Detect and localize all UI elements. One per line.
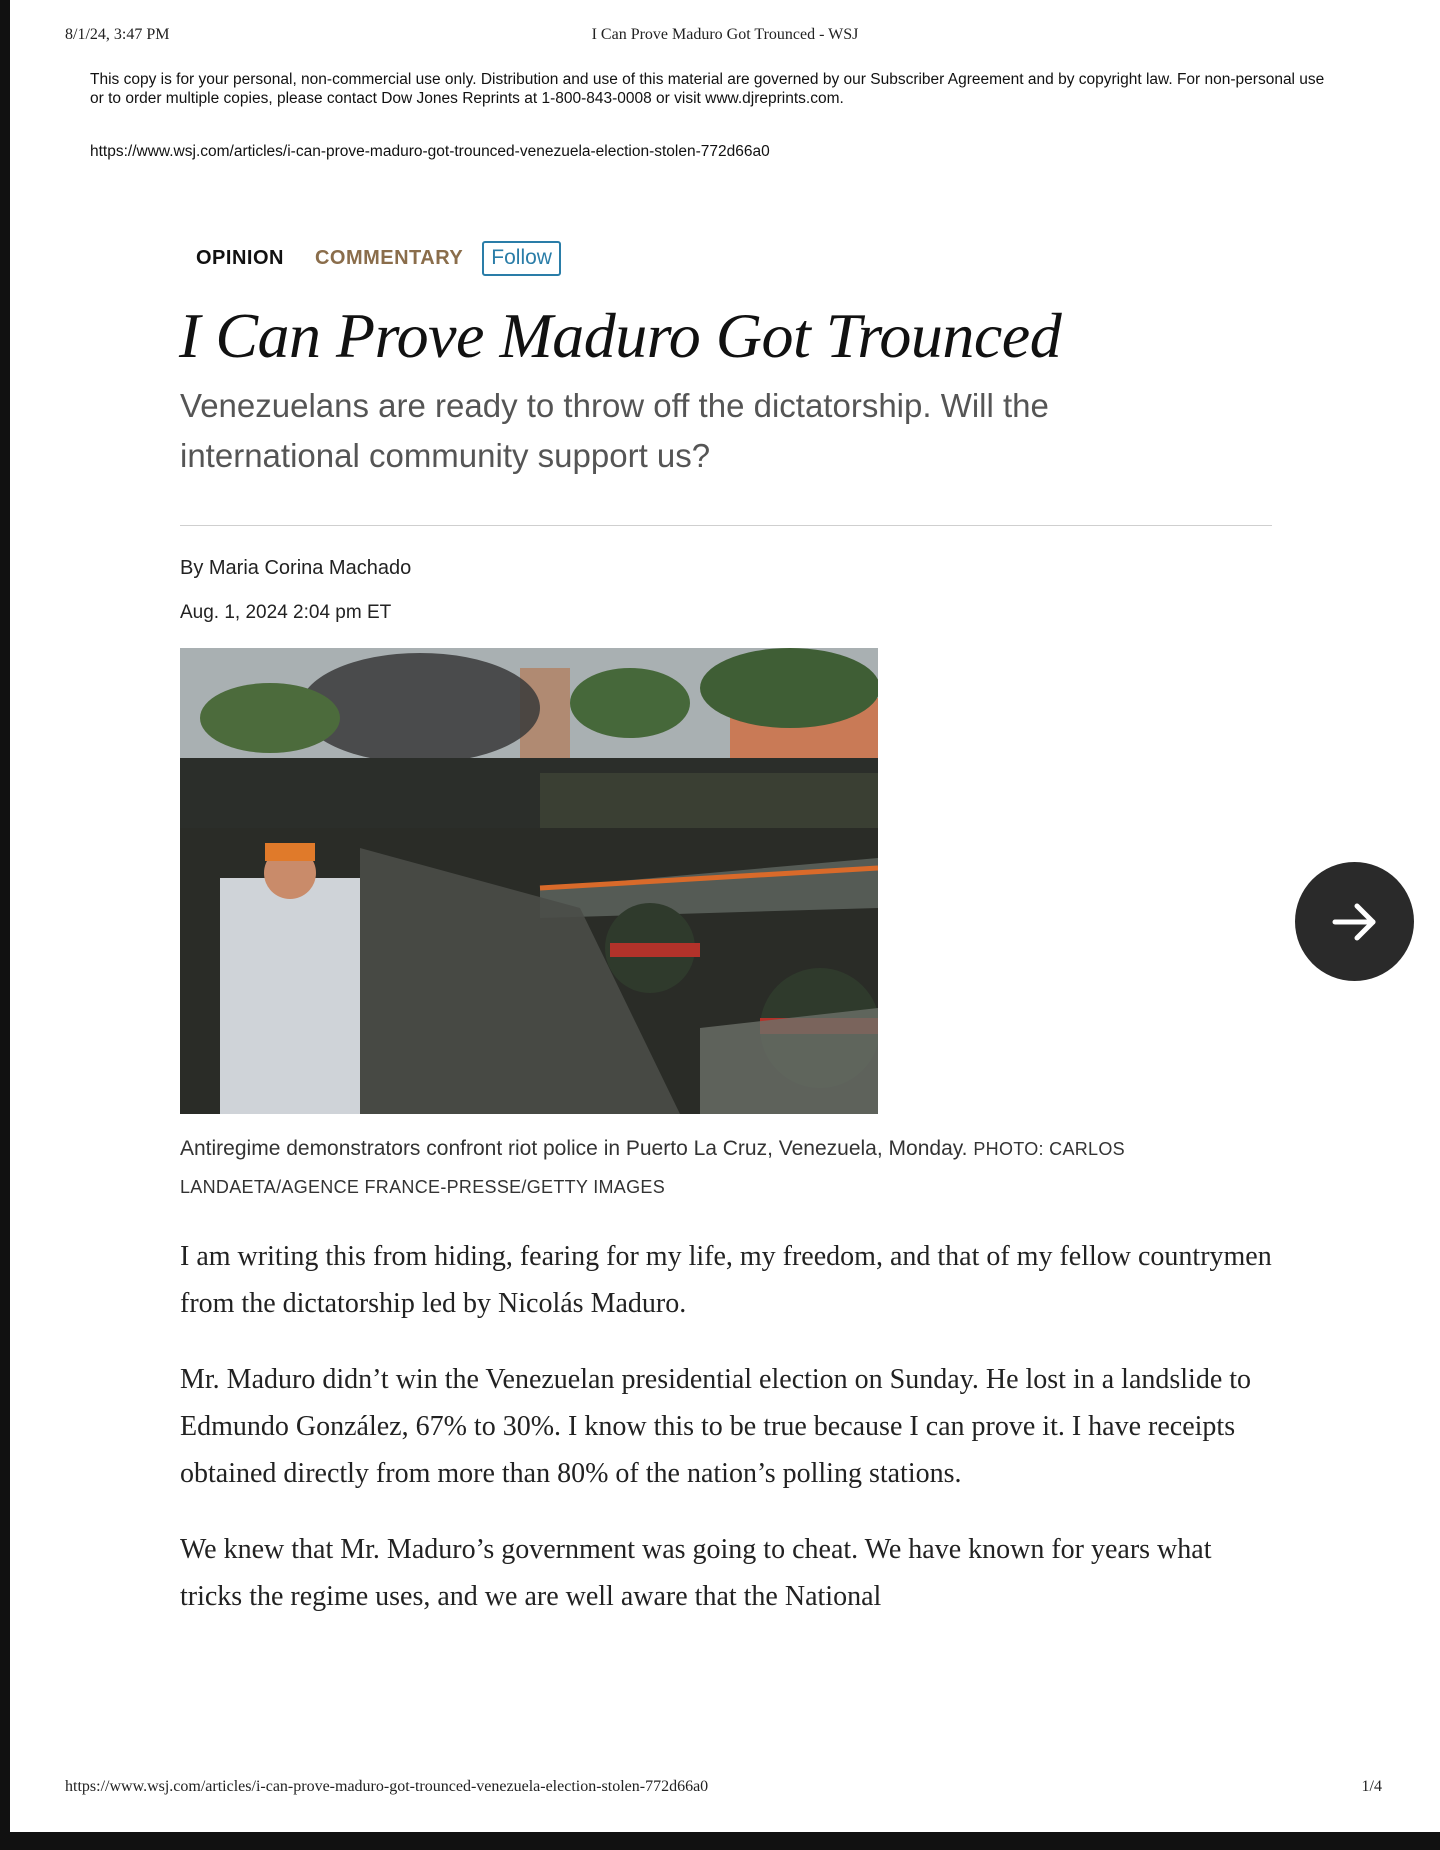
print-footer — [65, 1778, 1385, 1800]
paragraph: I am writing this from hiding, fearing for my life, my freedom, and that of my fellow countrymen from the dictatorship led by Nicolás Maduro. — [180, 1241, 1272, 1319]
paragraph: Mr. Maduro didn’t win the Venezuelan presidential election on Sunday. He lost in a landslide to Edmundo González, 67% to 30%. I know this to be true because I can prove it. I have receipts obtained directly from more than 80% of the nation’s polling stations. — [180, 1364, 1252, 1489]
caption-text: Antiregime demonstrators confront riot police in Puerto La Cruz, Venezuela, Monday. — [180, 1137, 968, 1160]
photo-caption — [180, 1130, 1272, 1206]
headline: I Can Prove Maduro Got Trounced — [179, 300, 1062, 371]
byline[interactable]: By Maria Corina Machado — [180, 557, 412, 579]
divider — [180, 525, 1272, 526]
photo-credit: PHOTO: CARLOS LANDAETA/AGENCE FRANCE-PRESSE/GETTY IMAGES — [180, 1139, 1125, 1197]
dek: Venezuelans are ready to throw off the dictatorship. Will the international community support us? — [180, 387, 1049, 474]
article-photo — [180, 648, 878, 1114]
paragraph: We knew that Mr. Maduro’s government was going to cheat. We have known for years what tricks the regime uses, and we are well aware that the National — [180, 1534, 1212, 1612]
article-body — [180, 1233, 1272, 1620]
print-page — [10, 0, 1440, 1832]
article-url[interactable]: https://www.wsj.com/articles/i-can-prove-maduro-got-trounced-venezuela-election-stolen-772d66a0 — [90, 143, 770, 160]
arrow-right-icon — [1327, 894, 1383, 950]
article — [180, 238, 1272, 1649]
follow-button[interactable]: Follow — [482, 241, 561, 276]
print-doc-title: I Can Prove Maduro Got Trounced - WSJ — [591, 26, 859, 43]
timestamp: Aug. 1, 2024 2:04 pm ET — [180, 602, 392, 623]
next-page-button[interactable] — [1295, 862, 1414, 981]
photo-illustration — [180, 648, 878, 1114]
page-number: 1/4 — [1361, 1778, 1382, 1795]
copyright-notice: This copy is for your personal, non-commercial use only. Distribution and use of this material are governed by our Subscriber Agreement and by copyright law. For non-personal use or to order multiple copies, please contact Dow Jones Reprints at 1-800-843-0008 or visit www.djreprints.com. — [90, 71, 1325, 107]
print-datetime: 8/1/24, 3:47 PM — [65, 26, 170, 43]
section-row — [180, 238, 1272, 278]
print-header — [65, 26, 1385, 48]
subsection-label[interactable]: COMMENTARY — [314, 246, 464, 269]
section-label[interactable]: OPINION — [196, 246, 284, 269]
footer-url: https://www.wsj.com/articles/i-can-prove-maduro-got-trounced-venezuela-election-stolen-772d66a0 — [65, 1778, 709, 1795]
